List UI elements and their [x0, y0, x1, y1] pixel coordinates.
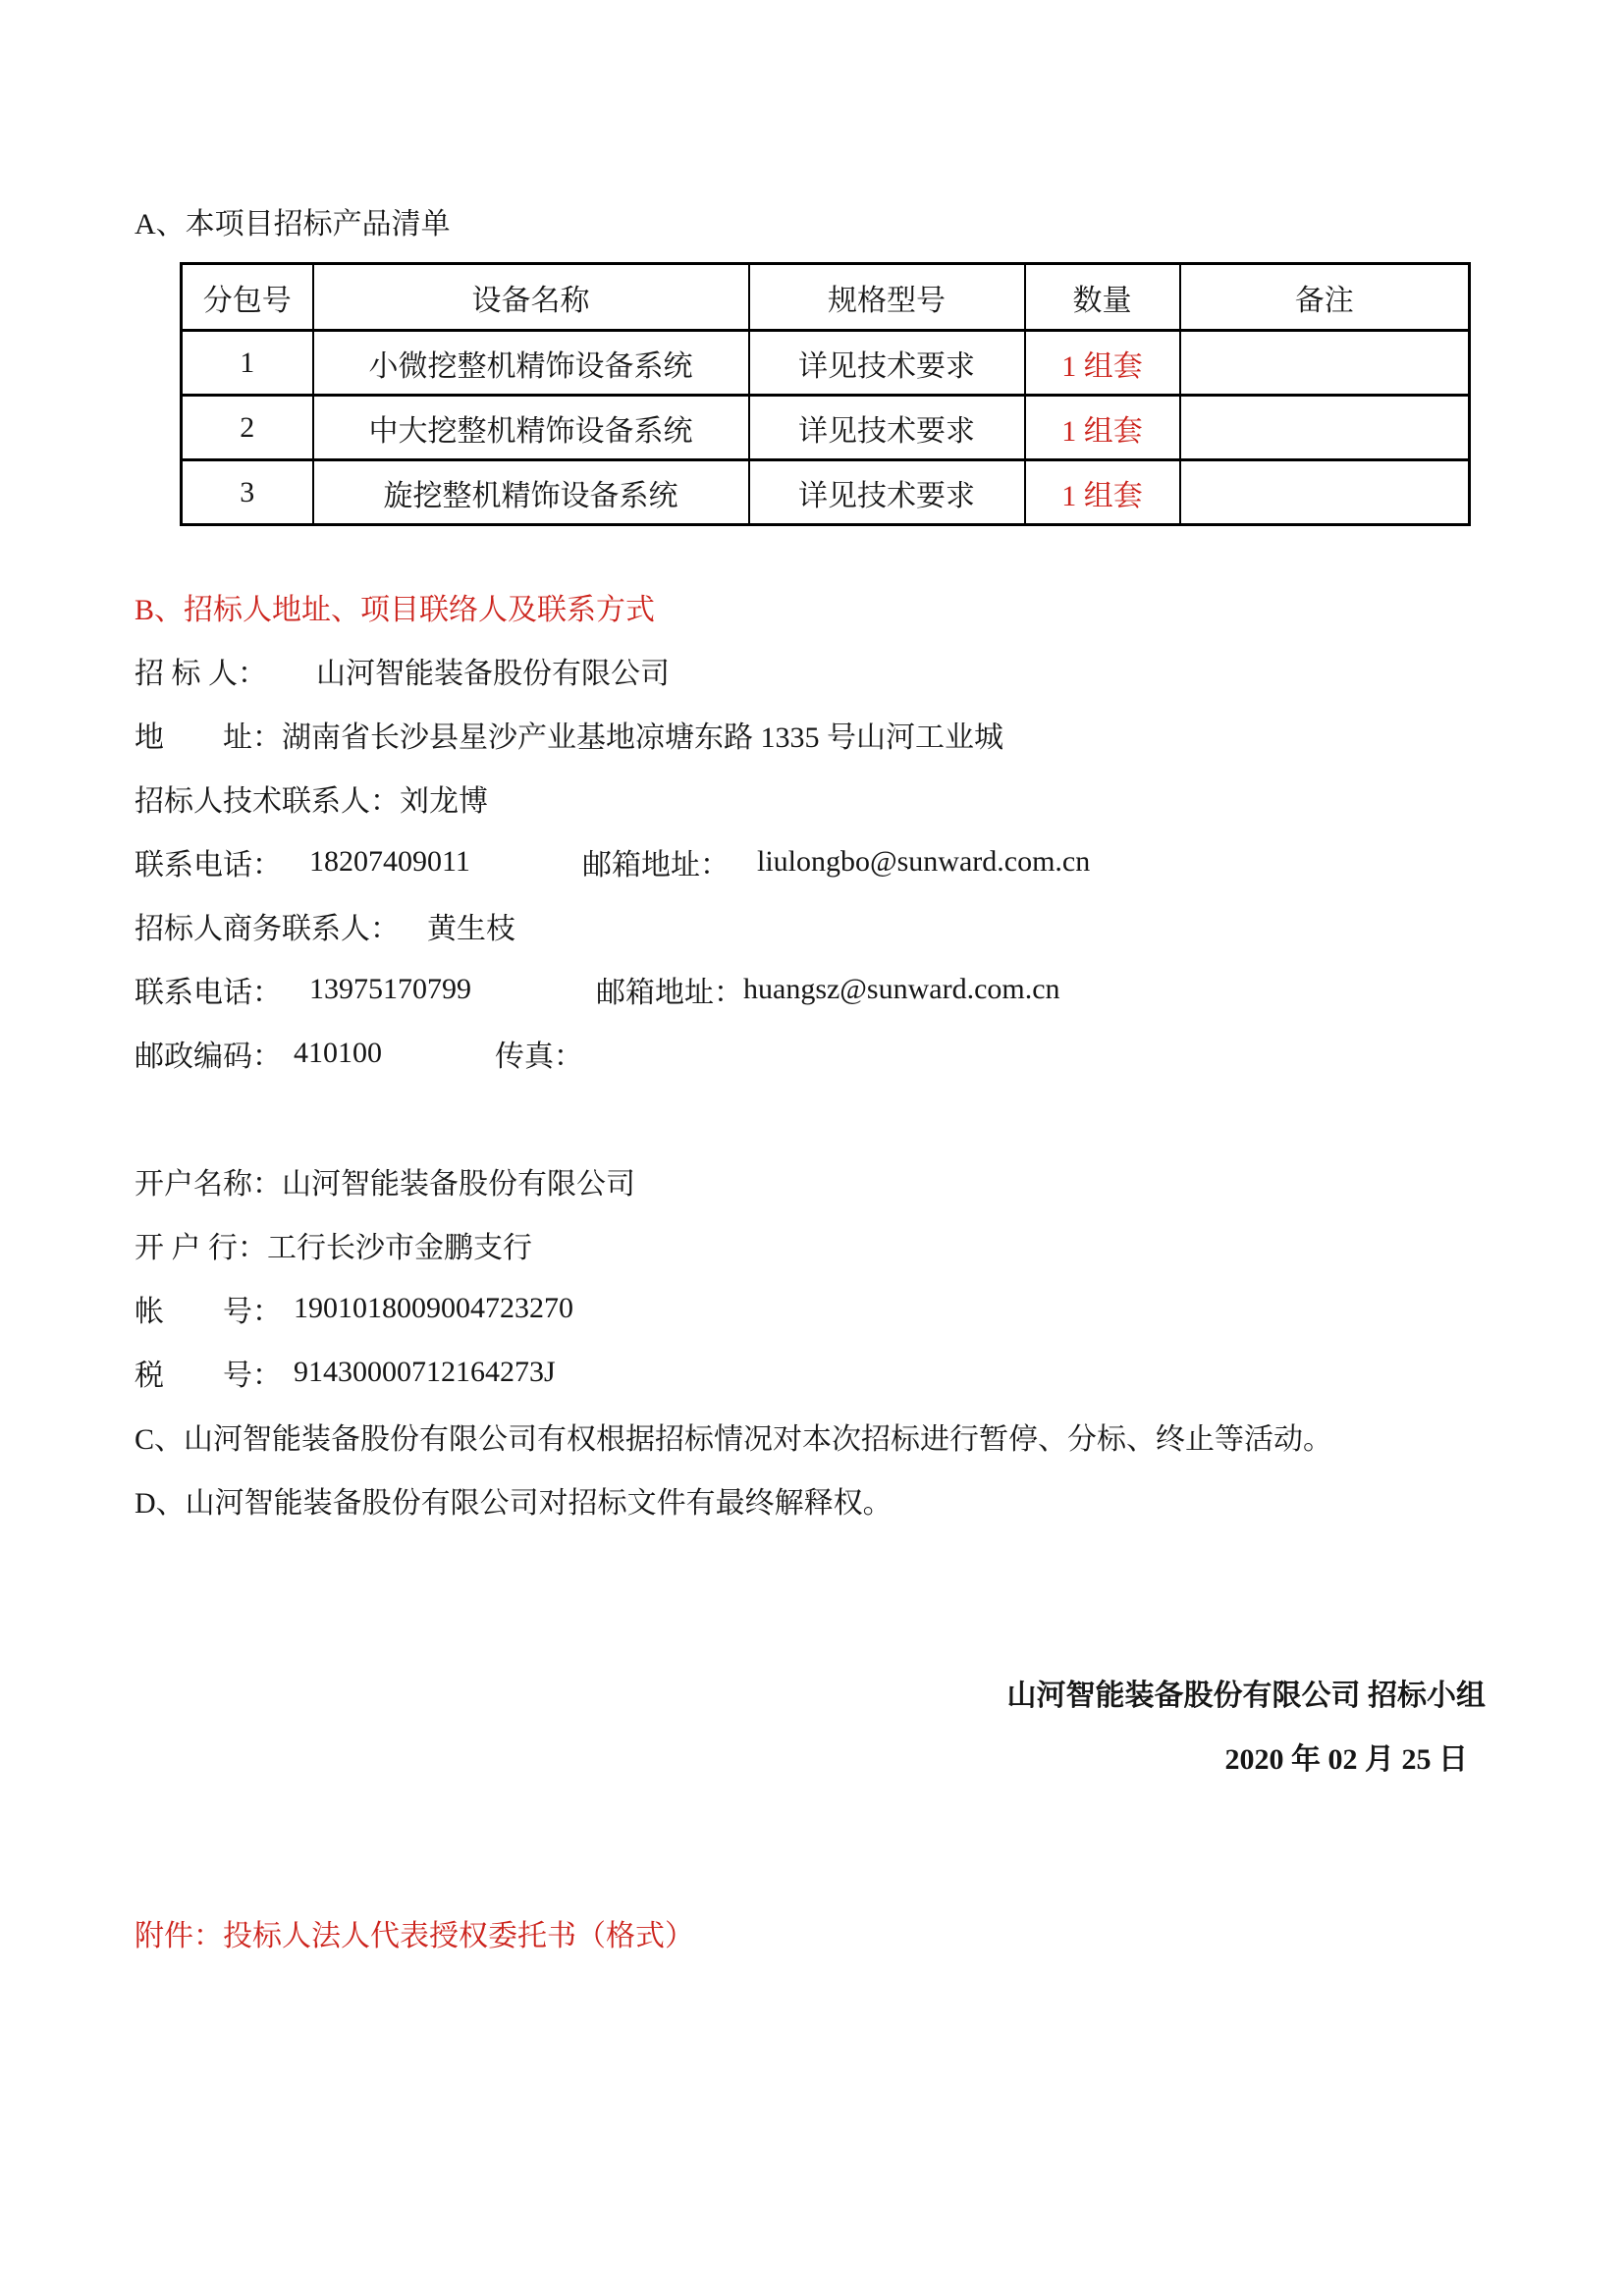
biz-contact-line — [135, 893, 1624, 957]
bank-line — [135, 1212, 1624, 1276]
tech-email-label: 邮箱地址： — [582, 848, 730, 881]
table-row — [182, 460, 1470, 525]
cell-package-no: 3 — [182, 460, 313, 525]
biz-email-label: 邮箱地址： — [596, 976, 743, 1009]
address-label: 地 址： — [135, 721, 282, 754]
cell-equipment-name: 中大挖整机精饰设备系统 — [313, 396, 749, 460]
signature-org: 山河智能装备股份有限公司 招标小组 — [1006, 1680, 1486, 1712]
fax-label: 传真： — [495, 1040, 583, 1073]
account-no-line — [135, 1276, 1624, 1340]
account-no-label: 帐 号： — [135, 1295, 282, 1328]
address-line — [135, 702, 1624, 766]
account-name-line — [135, 1148, 1624, 1212]
header-remark: 备注 — [1180, 264, 1470, 331]
clause-d: D、山河智能装备股份有限公司对招标文件有最终解释权。 — [135, 1486, 893, 1520]
section-b-heading: B、招标人地址、项目联络人及联系方式 — [135, 594, 656, 626]
cell-quantity: 1 组套 — [1025, 460, 1180, 525]
bank-label: 开 户 行： — [135, 1231, 267, 1264]
account-no-value: 1901018009004723270 — [294, 1291, 573, 1324]
biz-phone-label: 联系电话： — [135, 976, 282, 1009]
biz-phone-value: 13975170799 — [309, 972, 471, 1005]
biz-email-value: huangsz@sunward.com.cn — [743, 972, 1060, 1005]
tech-phone-line — [135, 829, 1624, 893]
account-name-value: 山河智能装备股份有限公司 — [282, 1167, 635, 1201]
cell-remark — [1180, 460, 1470, 525]
product-list-table — [180, 262, 1471, 526]
table-header-row — [182, 264, 1470, 331]
biz-contact-value: 黄生枝 — [427, 912, 515, 945]
tax-no-line — [135, 1340, 1624, 1404]
tech-phone-label: 联系电话： — [135, 848, 282, 881]
biz-phone-line — [135, 957, 1624, 1021]
cell-spec-model: 详见技术要求 — [749, 331, 1025, 396]
attachment-note: 附件：投标人法人代表授权委托书（格式） — [135, 1920, 694, 1952]
cell-package-no: 2 — [182, 396, 313, 460]
contact-info-block — [135, 638, 1624, 1531]
section-a-heading: A、本项目招标产品清单 — [135, 208, 451, 240]
account-name-label: 开户名称： — [135, 1167, 282, 1201]
tax-no-label: 税 号： — [135, 1359, 282, 1392]
cell-spec-model: 详见技术要求 — [749, 460, 1025, 525]
tech-phone-value: 18207409011 — [309, 844, 470, 878]
header-spec-model: 规格型号 — [749, 264, 1025, 331]
cell-remark — [1180, 396, 1470, 460]
address-value: 湖南省长沙县星沙产业基地凉塘东路 1335 号山河工业城 — [282, 721, 1003, 754]
tax-no-value: 91430000712164273J — [294, 1355, 556, 1388]
cell-equipment-name: 小微挖整机精饰设备系统 — [313, 331, 749, 396]
bank-value: 工行长沙市金鹏支行 — [267, 1231, 532, 1264]
biz-phone-group — [135, 968, 596, 1011]
bidder-value: 山河智能装备股份有限公司 — [316, 657, 670, 690]
postal-fax-line — [135, 1021, 1624, 1085]
postal-group — [135, 1032, 495, 1075]
tech-contact-label: 招标人技术联系人： — [135, 784, 400, 818]
header-quantity: 数量 — [1025, 264, 1180, 331]
clause-c: C、山河智能装备股份有限公司有权根据招标情况对本次招标进行暂停、分标、终止等活动。 — [135, 1422, 1333, 1456]
blank-gap — [135, 1085, 1624, 1148]
bidder-line — [135, 638, 1624, 702]
cell-remark — [1180, 331, 1470, 396]
cell-spec-model: 详见技术要求 — [749, 396, 1025, 460]
tech-contact-value: 刘龙博 — [400, 784, 488, 818]
header-equipment-name: 设备名称 — [313, 264, 749, 331]
cell-equipment-name: 旋挖整机精饰设备系统 — [313, 460, 749, 525]
tech-phone-group — [135, 840, 582, 883]
header-package-no: 分包号 — [182, 264, 313, 331]
table-row — [182, 331, 1470, 396]
tech-contact-line — [135, 766, 1624, 829]
signature-date: 2020 年 02 月 25 日 — [1224, 1743, 1468, 1776]
tech-email-value: liulongbo@sunward.com.cn — [757, 844, 1091, 878]
postal-label: 邮政编码： — [135, 1040, 282, 1073]
postal-value: 410100 — [294, 1036, 382, 1069]
cell-quantity: 1 组套 — [1025, 331, 1180, 396]
bidder-label: 招 标 人： — [135, 657, 267, 690]
cell-package-no: 1 — [182, 331, 313, 396]
biz-contact-label: 招标人商务联系人： — [135, 912, 400, 945]
table-row — [182, 396, 1470, 460]
cell-quantity: 1 组套 — [1025, 396, 1180, 460]
